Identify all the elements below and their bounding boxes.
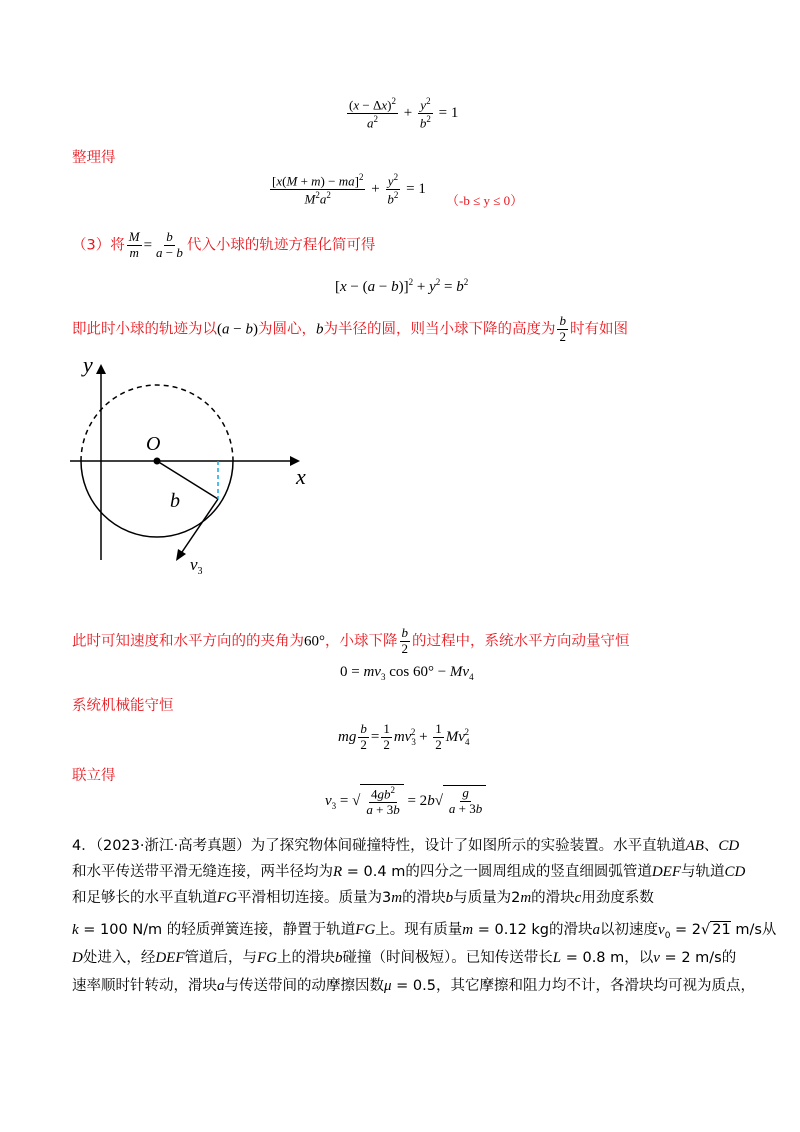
part3-prefix: （3）将 bbox=[72, 237, 125, 254]
energy-heading: 系统机械能守恒 bbox=[72, 698, 174, 714]
problem4-line2: 和水平传送带平滑无缝连接，两半径均为R = 0.4 m的四分之一圆周组成的竖直细圆弧管道DEF与轨道CD bbox=[72, 864, 746, 880]
equation-momentum: $0 = mv_3$ $\cos 60^\circ - Mv_4$ bbox=[340, 664, 474, 682]
origin-label: O bbox=[146, 433, 161, 455]
angle-description: 此时可知速度和水平方向的的夹角为60°，小球下降 $\frac{b}{2}$ 的过程中，系统水平方向动量守恒 bbox=[72, 625, 630, 656]
y-axis-arrow bbox=[96, 364, 106, 374]
ellipse-range: （-b ≤ y ≤ 0） bbox=[446, 193, 524, 208]
problem4-line1: 4．（2023·浙江·高考真题）为了探究物体间碰撞特性，设计了如图所示的实验装置。水平直轨道AB、CD bbox=[72, 838, 740, 854]
equation-result: $v_3$ = √ $\frac{4gb^2}{a + 3b}$ = 2b√ $\frac{g}{a + 3b}$ bbox=[325, 784, 486, 818]
y-label: y bbox=[83, 352, 93, 377]
velocity-arrow bbox=[180, 499, 218, 555]
equation-energy: mg $\frac{b}{2}$ = $\frac{1}{2}$ $mv_3^2$ + $\frac{1}{2}$ $Mv_4^2$ bbox=[338, 721, 470, 752]
problem4-line6: 速率顺时针转动，滑块a与传送带间的动摩擦因数μ = 0.5，其它摩擦和阻力均不计，各滑块均可视为质点， bbox=[72, 978, 755, 994]
problem4-line4: k = 100 N/m 的轻质弹簧连接，静置于轨道FG上。现有质量m = 0.12 kg的滑块a以初速度$v_0 = 2√$ 21 m/s从 bbox=[72, 922, 777, 941]
problem4-line3: 和足够长的水平直轨道FG平滑相切连接。质量为3m的滑块b与质量为2m的滑块c用劲度系数 bbox=[72, 890, 654, 906]
part3-suffix: 代入小球的轨迹方程化简可得 bbox=[186, 237, 376, 254]
problem4-line5: D处进入，经DEF管道后，与FG上的滑块b碰撞（时间极短）。已知传送带长L = 0.8 m，以v = 2 m/s的 bbox=[72, 950, 737, 966]
solid-lower-arc bbox=[81, 461, 233, 537]
heading-zhengli: 整理得 bbox=[72, 150, 116, 166]
part3-line: （3）将 $\frac{M}{m}$ = $\frac{b}{a - b}$ 代入小球的轨迹方程化简可得 bbox=[72, 229, 376, 260]
velocity-arrowhead bbox=[176, 549, 186, 561]
radius-label: b bbox=[170, 490, 180, 512]
x-label: x bbox=[296, 464, 306, 489]
radius-line bbox=[157, 461, 218, 499]
lianli-heading: 联立得 bbox=[72, 768, 116, 784]
equation-ellipse-full: $\frac{[x(M + m) - ma]^2}{M^2a^2}$ + $\frac{y^2}{b^2}$ = 1 bbox=[272, 172, 426, 207]
equation-ellipse-shift: $\frac{(x - \Delta x)^2}{a^2}$ + $\frac{y^2}{b^2}$ = 1 bbox=[349, 96, 459, 131]
velocity-label: $v_3$ bbox=[190, 555, 203, 577]
trajectory-figure bbox=[60, 350, 330, 580]
trajectory-description: 即此时小球的轨迹为以(a − b)为圆心，b为半径的圆，则当小球下降的高度为 $\frac{b}{2}$ 时有如图 bbox=[72, 313, 628, 344]
equation-circle: $[x - (a - b)]^2 + y^2 = b^2$ bbox=[335, 277, 469, 295]
